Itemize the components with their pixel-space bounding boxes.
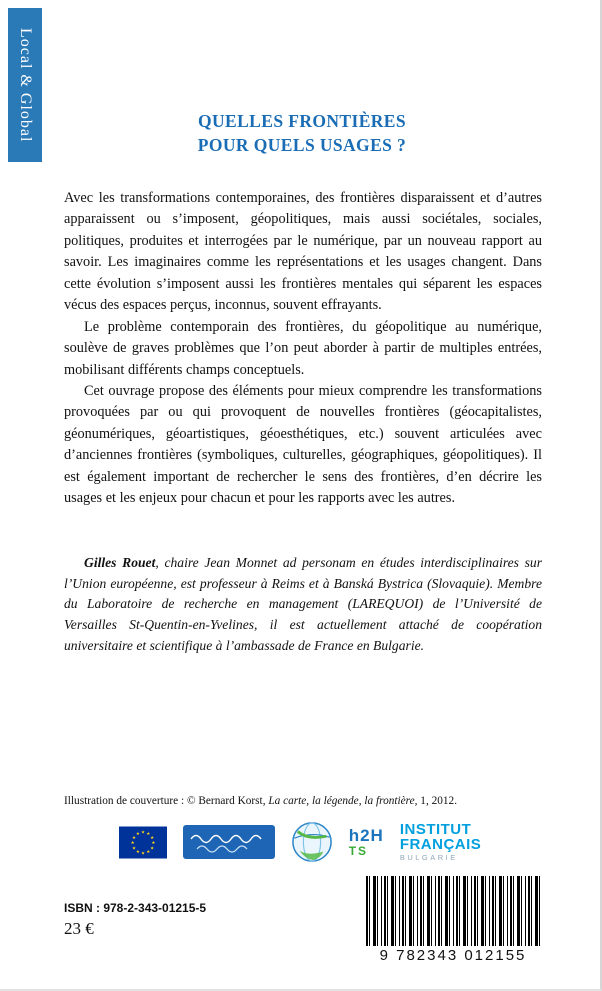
- svg-text:★: ★: [130, 839, 135, 845]
- cover-credit-prefix: Illustration de couverture : © Bernard Korst,: [64, 795, 269, 807]
- series-banner: [8, 8, 42, 162]
- h2h-logo: [349, 827, 384, 857]
- synopsis-paragraph-2: Le problème contemporain des frontières, du géopolitique au numérique, soulève de graves problèmes que l’on peut aborder à partir de multiples entrées, mobilisant différents champs conceptuels.: [64, 318, 542, 378]
- book-title-line2: POUR QUELS USAGES ?: [197, 134, 407, 155]
- svg-text:★: ★: [145, 830, 150, 836]
- barcode: [366, 876, 540, 964]
- synopsis: [64, 188, 542, 510]
- institut-francais-line2: FRANÇAIS: [399, 836, 482, 854]
- price-label: 23 €: [64, 919, 94, 938]
- svg-text:★: ★: [135, 848, 140, 854]
- barcode-number: 9 782343 012155: [379, 947, 527, 964]
- svg-text:★: ★: [131, 844, 136, 850]
- globe-logo-icon: [291, 821, 333, 863]
- cover-credit-suffix: 1, 2012.: [417, 795, 458, 807]
- book-title: [60, 110, 544, 157]
- h2h-logo-subtext: TS: [348, 844, 369, 858]
- svg-text:★: ★: [149, 844, 154, 850]
- svg-text:★: ★: [135, 830, 140, 836]
- institut-francais-logo: [400, 822, 482, 862]
- synopsis-paragraph-1: Avec les transformations contemporaines, des frontières disparaissent et d’autres apparaissent ou s’imposent, géopolitiques, mais aussi sociétales, sociales, politiques, produites et interrogées par le numérique, par un nouveau rapport au savoir. Les imaginaires comme les représentations et les usages changent. Dans cette évolution s’imposent aussi les frontières mentales qui séparent les espaces vécus des espaces perçus, inconnus, souvent effrayants.: [64, 190, 542, 314]
- series-label: Local & Global: [17, 27, 34, 143]
- svg-text:★: ★: [131, 834, 136, 840]
- author-bio: [64, 553, 542, 656]
- h2h-logo-text: h2H: [348, 826, 384, 845]
- synopsis-paragraph-3: Cet ouvrage propose des éléments pour mieux comprendre les transformations provoquées par ou qui provoquent de nouvelles frontières (géocapitalistes, géonumériques, géoartistiques, géoesthétiques, etc.) souvent articulées avec d’anciennes frontières (symboliques, culturelles, géographiques, géopolitiques). Il est également important de rechercher le sens des frontières, d’en décrire les usages et les enjeux pour chacun et pour les rapports avec les autres.: [64, 382, 542, 507]
- cover-credit: [64, 795, 542, 807]
- svg-text:★: ★: [140, 829, 145, 835]
- svg-text:★: ★: [151, 839, 156, 845]
- publisher-logos-row: [40, 812, 560, 872]
- svg-text:★: ★: [145, 848, 150, 854]
- book-title-line1: QUELLES FRONTIÈRES: [197, 111, 407, 131]
- author-name: Gilles Rouet: [84, 555, 156, 570]
- isbn-label: ISBN : 978-2-343-01215-5: [64, 901, 207, 915]
- cover-credit-artwork-title: La carte, la légende, la frontière,: [268, 795, 418, 807]
- svg-text:★: ★: [140, 850, 145, 855]
- institut-francais-country: BULGARIE: [399, 853, 458, 863]
- svg-text:★: ★: [149, 834, 154, 840]
- barcode-bars: [366, 876, 540, 946]
- eu-flag-icon: [119, 826, 167, 859]
- author-bio-text: , chaire Jean Monnet ad personam en études interdisciplinaires sur l’Union européenne, est professeur à Reims et à Banská Bystrica (Slovaquie). Membre du Laboratoire de recherche en management (LAREQUOI) de l’Université de Versailles St-Quentin-en-Yvelines, il est actuellement attaché de coopération universitaire et scientifique à l’ambassade de France en Bulgarie.: [64, 555, 542, 653]
- handwritten-script-logo-icon: [183, 825, 275, 859]
- institut-francais-line1: INSTITUT: [399, 820, 472, 838]
